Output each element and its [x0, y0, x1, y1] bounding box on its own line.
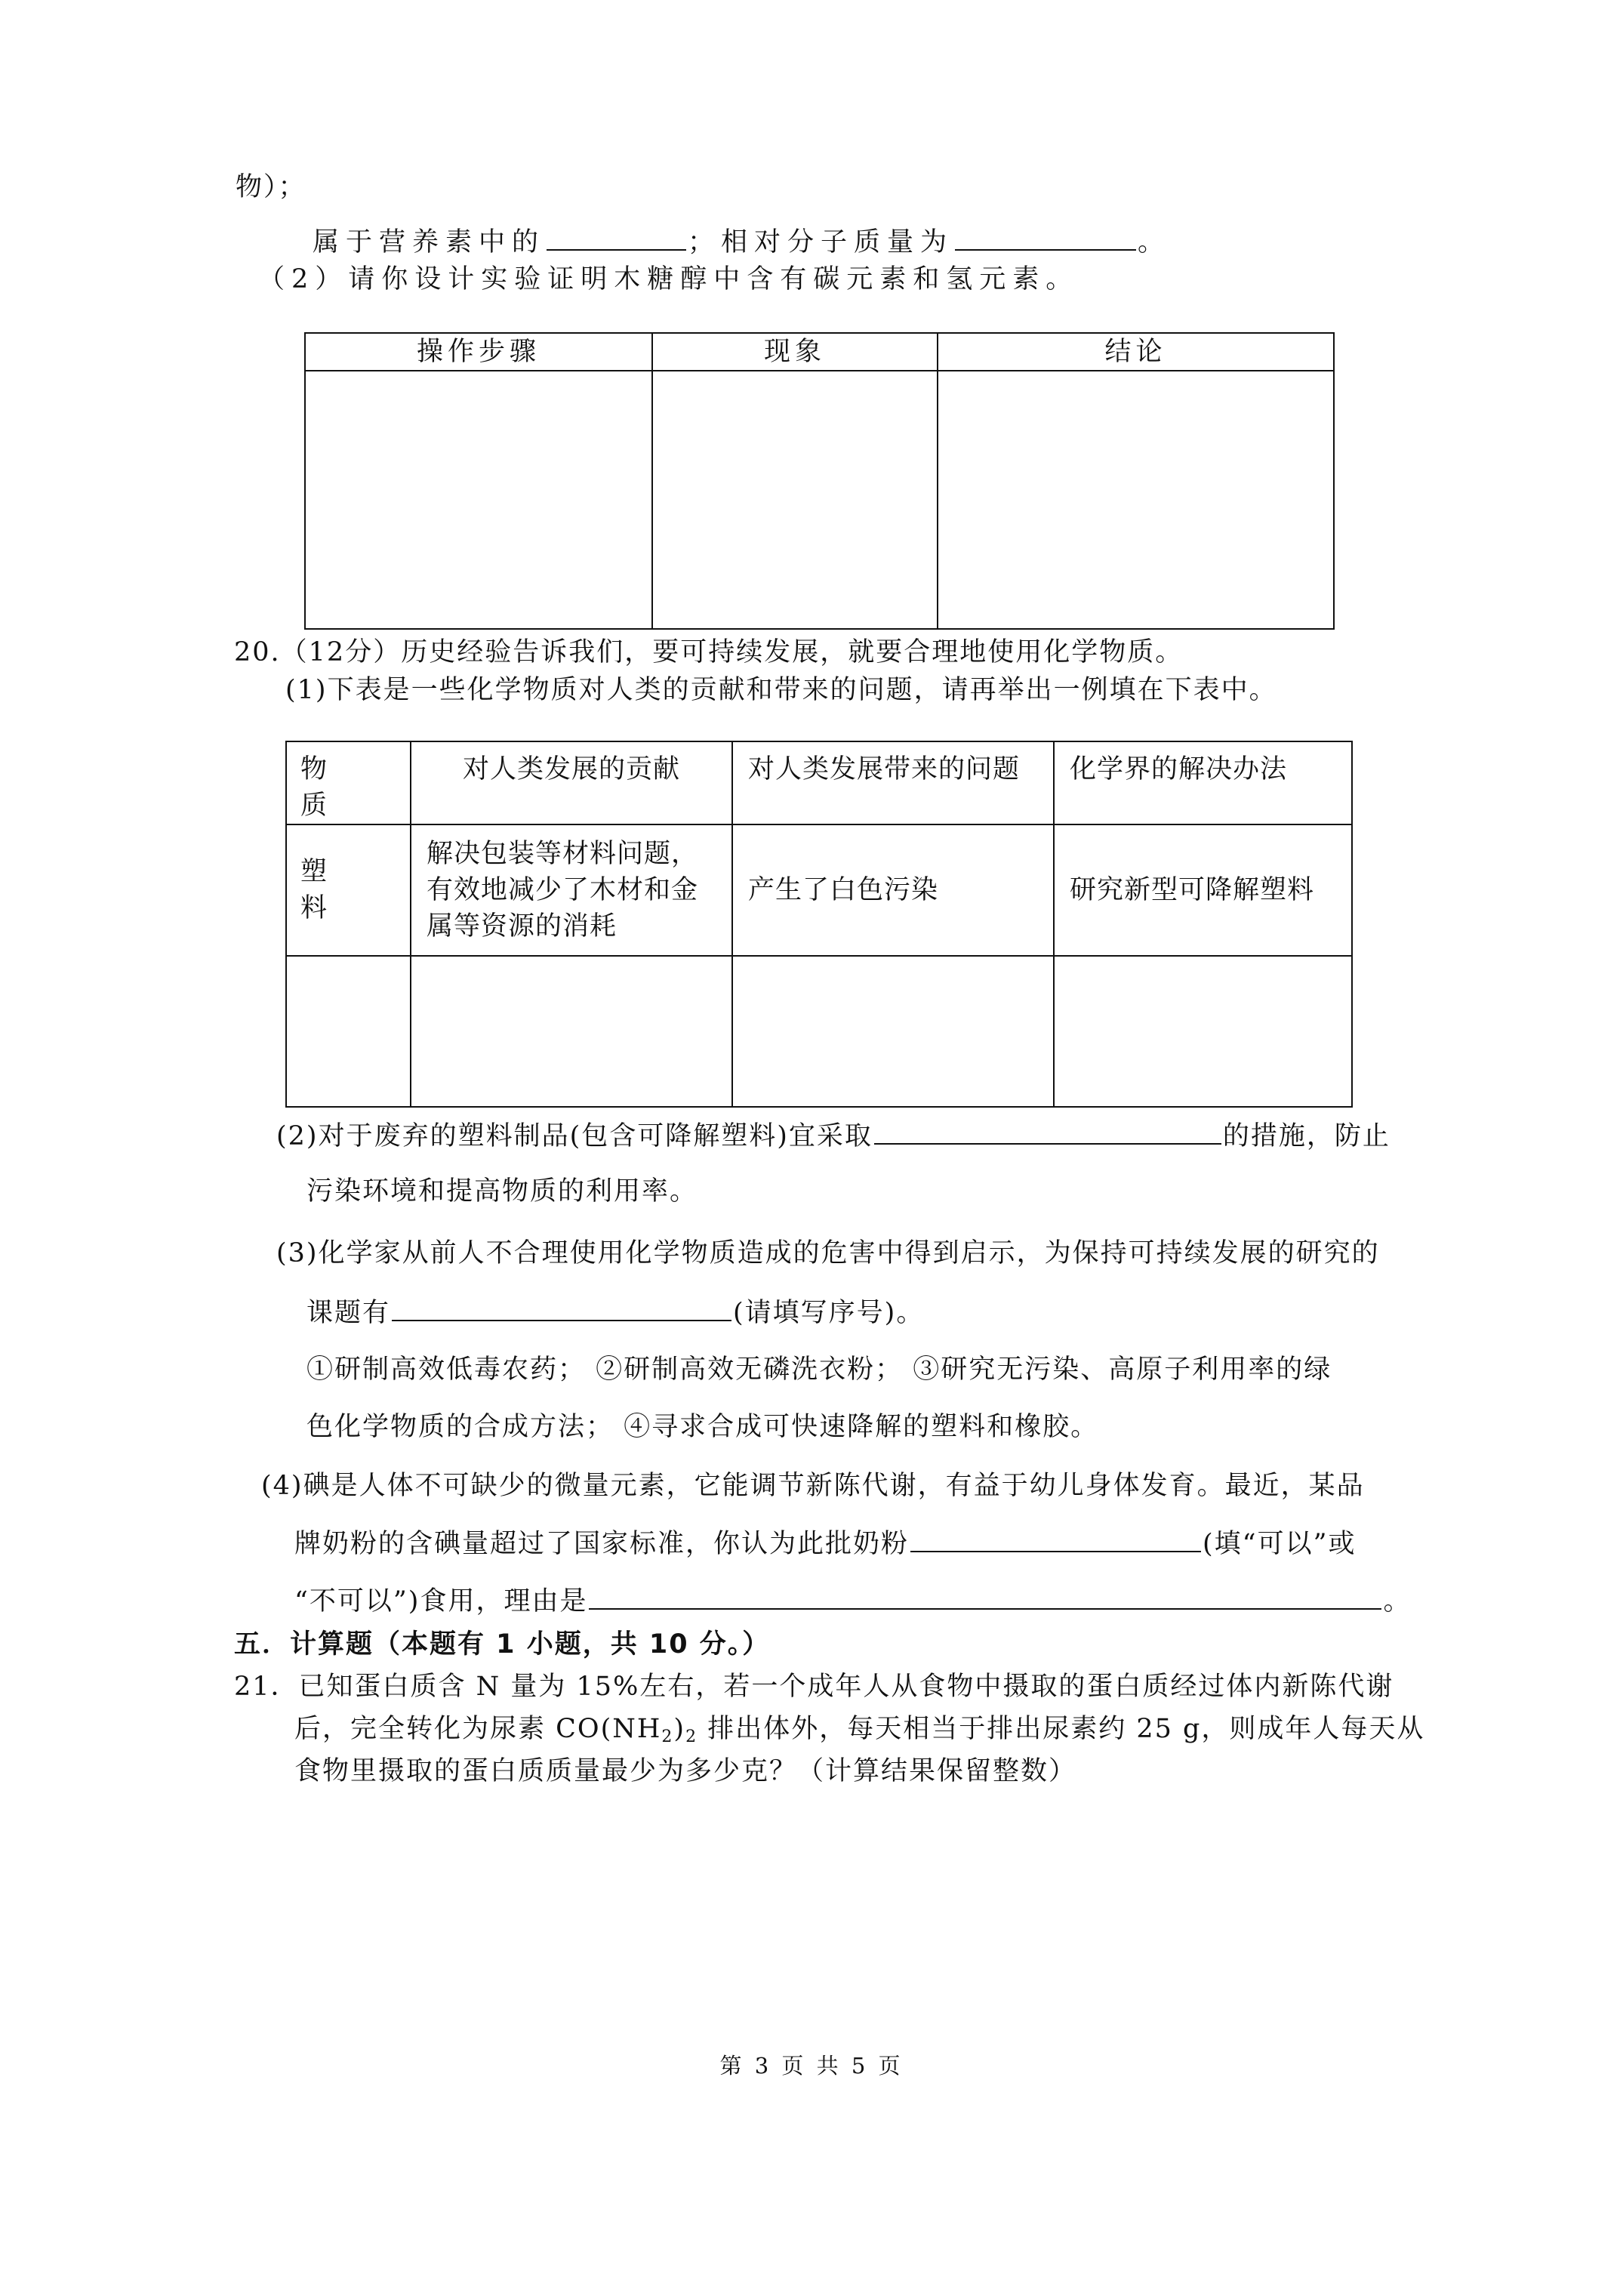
- edible-answer-blank[interactable]: [910, 1527, 1201, 1552]
- q20-p2-a: (2)对于废弃的塑料制品(包含可降解塑料)宜采取: [276, 1121, 873, 1151]
- solution-plastic: 研究新型可降解塑料: [1054, 824, 1352, 956]
- phenomenon-cell[interactable]: [652, 371, 938, 629]
- q20-p4-a: (4)碘是人体不可缺少的微量元素，它能调节新陈代谢，有益于幼儿身体发育。最近，某品: [261, 1471, 1365, 1501]
- operation-steps-cell[interactable]: [305, 371, 652, 629]
- q21-line2-b: ): [673, 1714, 686, 1744]
- q20-p4-e: 。: [1383, 1586, 1412, 1616]
- substance-answer-cell[interactable]: [286, 956, 411, 1107]
- conclusion-cell[interactable]: [938, 371, 1334, 629]
- q19-line1-b: ；相对分子质量为: [688, 227, 954, 257]
- q21-line1: 21．已知蛋白质含 N 量为 15%左右，若一个成年人从食物中摄取的蛋白质经过体内新陈代谢: [234, 1672, 1394, 1702]
- q21-line3: 食物里摄取的蛋白质质量最少为多少克？（计算结果保留整数）: [294, 1756, 1077, 1786]
- q19-line2: （2）请你设计实验证明木糖醇中含有碳元素和氢元素。: [258, 264, 1079, 294]
- q20-p2-c: 污染环境和提高物质的利用率。: [306, 1176, 698, 1207]
- q20-p3-line2: [306, 1296, 924, 1330]
- q20-p4-b: 牌奶粉的含碘量超过了国家标准，你认为此批奶粉: [294, 1529, 910, 1559]
- page-number-footer: 第 3 页 共 5 页: [719, 2053, 904, 2079]
- section5-heading: 五．计算题（本题有 1 小题，共 10 分。）: [234, 1629, 771, 1660]
- contribution-line-1: 解决包装等材料问题，: [427, 839, 699, 869]
- contribution-plastic: [411, 824, 732, 956]
- q19-line1: [313, 225, 1171, 259]
- header-substance: 物 质: [286, 741, 411, 824]
- chemical-substances-table: [285, 741, 1353, 1108]
- header-problem: 对人类发展带来的问题: [732, 741, 1054, 824]
- q20-p4-d: “不可以”)食用，理由是: [294, 1586, 588, 1616]
- q20-p3-b: 课题有: [306, 1298, 391, 1328]
- q20-p3-a: (3)化学家从前人不合理使用化学物质造成的危害中得到启示，为保持可持续发展的研究的: [276, 1238, 1380, 1268]
- q20-p2-b: 的措施，防止: [1222, 1121, 1390, 1151]
- q20-p3-c: (请填写序号)。: [733, 1298, 925, 1328]
- header-conclusion: 结论: [938, 333, 1334, 371]
- q20-p1: (1)下表是一些化学物质对人类的贡献和带来的问题，请再举出一例填在下表中。: [285, 675, 1277, 705]
- q19-line1-c: 。: [1138, 227, 1172, 257]
- solution-answer-cell[interactable]: [1054, 956, 1352, 1107]
- problem-answer-cell[interactable]: [732, 956, 1054, 1107]
- contribution-line-3: 属等资源的消耗: [427, 911, 617, 942]
- measure-answer-blank[interactable]: [874, 1119, 1221, 1145]
- research-topics-answer-blank[interactable]: [392, 1296, 731, 1321]
- q19-line1-a: 属于营养素中的: [313, 227, 546, 257]
- substance-plastic: 塑料: [286, 824, 411, 956]
- q20-p3-opts2: 色化学物质的合成方法； ④寻求合成可快速降解的塑料和橡胶。: [306, 1412, 1099, 1442]
- header-solution: 化学界的解决办法: [1054, 741, 1352, 824]
- q20-p2-line1: [276, 1119, 1390, 1153]
- q21-subscript-2: 2: [685, 1727, 698, 1746]
- nutrient-answer-blank[interactable]: [547, 225, 686, 251]
- header-phenomenon: 现象: [652, 333, 938, 371]
- header-operation-steps: 操作步骤: [305, 333, 652, 371]
- q21-subscript-1: 2: [661, 1727, 674, 1746]
- experiment-design-table: [304, 332, 1335, 630]
- q20-p4-c: (填“可以”或: [1203, 1529, 1357, 1559]
- q21-line2: [294, 1712, 1424, 1754]
- q20-title: 20.（12分）历史经验告诉我们，要可持续发展，就要合理地使用化学物质。: [234, 637, 1184, 667]
- problem-plastic: 产生了白色污染: [732, 824, 1054, 956]
- q21-line2-c: 排出体外，每天相当于排出尿素约 25 g，则成年人每天从: [698, 1714, 1425, 1744]
- q20-p4-line2: [294, 1527, 1356, 1561]
- reason-answer-blank[interactable]: [589, 1584, 1381, 1610]
- molecular-mass-answer-blank[interactable]: [955, 225, 1136, 251]
- contribution-line-2: 有效地减少了木材和金: [427, 875, 699, 905]
- header-contribution: 对人类发展的贡献: [411, 741, 732, 824]
- contribution-answer-cell[interactable]: [411, 956, 732, 1107]
- q19-line0: 物）；: [236, 172, 306, 202]
- q21-line2-a: 后，完全转化为尿素 CO(NH: [294, 1714, 662, 1744]
- q20-p4-line3: [294, 1584, 1411, 1618]
- q20-p3-opts1: ①研制高效低毒农药； ②研制高效无磷洗衣粉； ③研究无污染、高原子利用率的绿: [306, 1354, 1332, 1385]
